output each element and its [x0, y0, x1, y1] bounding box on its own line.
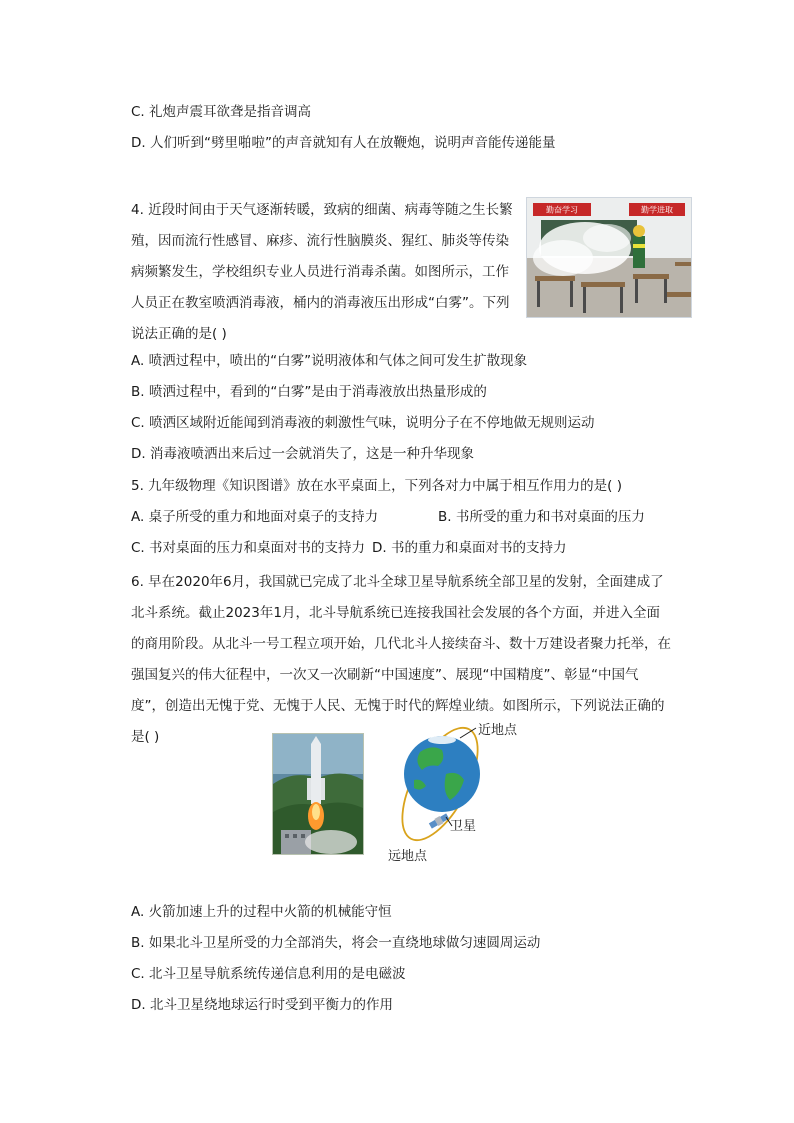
photo-banner-right: 勤学进取 [641, 205, 673, 215]
earth-icon [404, 736, 480, 812]
q5-stem: 5. 九年级物理《知识图谱》放在水平桌面上，下列各对力中属于相互作用力的是( ) [131, 478, 622, 494]
q3-option-c: C. 礼炮声震耳欲聋是指音调高 [131, 104, 312, 120]
q4-option-b: B. 喷洒过程中，看到的“白雾”是由于消毒液放出热量形成的 [131, 384, 487, 400]
rocket-launch-illustration [273, 734, 363, 854]
q3-option-d: D. 人们听到“劈里啪啦”的声音就知有人在放鞭炮，说明声音能传递能量 [131, 135, 556, 151]
q5-option-d: D. 书的重力和桌面对书的支持力 [372, 540, 567, 556]
q6-orbit-diagram [384, 718, 534, 868]
q5-option-b: B. 书所受的重力和书对桌面的压力 [438, 509, 645, 525]
apogee-label: 远地点 [388, 849, 428, 864]
q6-option-d: D. 北斗卫星绕地球运行时受到平衡力的作用 [131, 997, 393, 1013]
q4-stem: 4. 近段时间由于天气逐渐转暖，致病的细菌、病毒等随之生长繁殖，因而流行性感冒、麻疹、流行性脑膜炎、猩红、肺炎等传染病频繁发生，学校组织专业人员进行消毒杀菌。如图所示，工作人员正在教室喷洒消毒液，桶内的消毒液压出形成“白雾”。下列说法正确的是( ) [131, 202, 513, 342]
q6-option-a: A. 火箭加速上升的过程中火箭的机械能守恒 [131, 904, 392, 920]
q4-classroom-photo [526, 197, 692, 318]
q6-stem: 6. 早在2020年6月，我国就已完成了北斗全球卫星导航系统全部卫星的发射，全面建成了北斗系统。截止2023年1月，北斗导航系统已连接我国社会发展的各个方面，并进入全面的商用阶段。从北斗一号工程立项开始，几代北斗人接续奋斗、数十万建设者聚力托举，在强国复兴的伟大征程中，一次又一次刷新“中国速度”、展现“中国精度”、彰显“中国气度”，创造出无愧于党、无愧于人民、无愧于时代的辉煌业绩。如图所示，下列说法正确的是( ) [131, 574, 671, 745]
classroom-disinfection-illustration [527, 198, 691, 317]
q5-option-a: A. 桌子所受的重力和地面对桌子的支持力 [131, 509, 379, 525]
q4-option-a: A. 喷洒过程中，喷出的“白雾”说明液体和气体之间可发生扩散现象 [131, 353, 528, 369]
q4-option-c: C. 喷洒区域附近能闻到消毒液的刺激性气味，说明分子在不停地做无规则运动 [131, 415, 595, 431]
q5-option-c: C. 书对桌面的压力和桌面对书的支持力 [131, 540, 366, 556]
q6-option-b: B. 如果北斗卫星所受的力全部消失，将会一直绕地球做匀速圆周运动 [131, 935, 541, 951]
perigee-label: 近地点 [478, 723, 518, 738]
q6-rocket-photo [272, 733, 364, 855]
photo-banner-left: 勤奋学习 [546, 205, 578, 215]
satellite-label: 卫星 [450, 819, 477, 834]
q4-option-d: D. 消毒液喷洒出来后过一会就消失了，这是一种升华现象 [131, 446, 474, 462]
q6-option-c: C. 北斗卫星导航系统传递信息利用的是电磁波 [131, 966, 406, 982]
